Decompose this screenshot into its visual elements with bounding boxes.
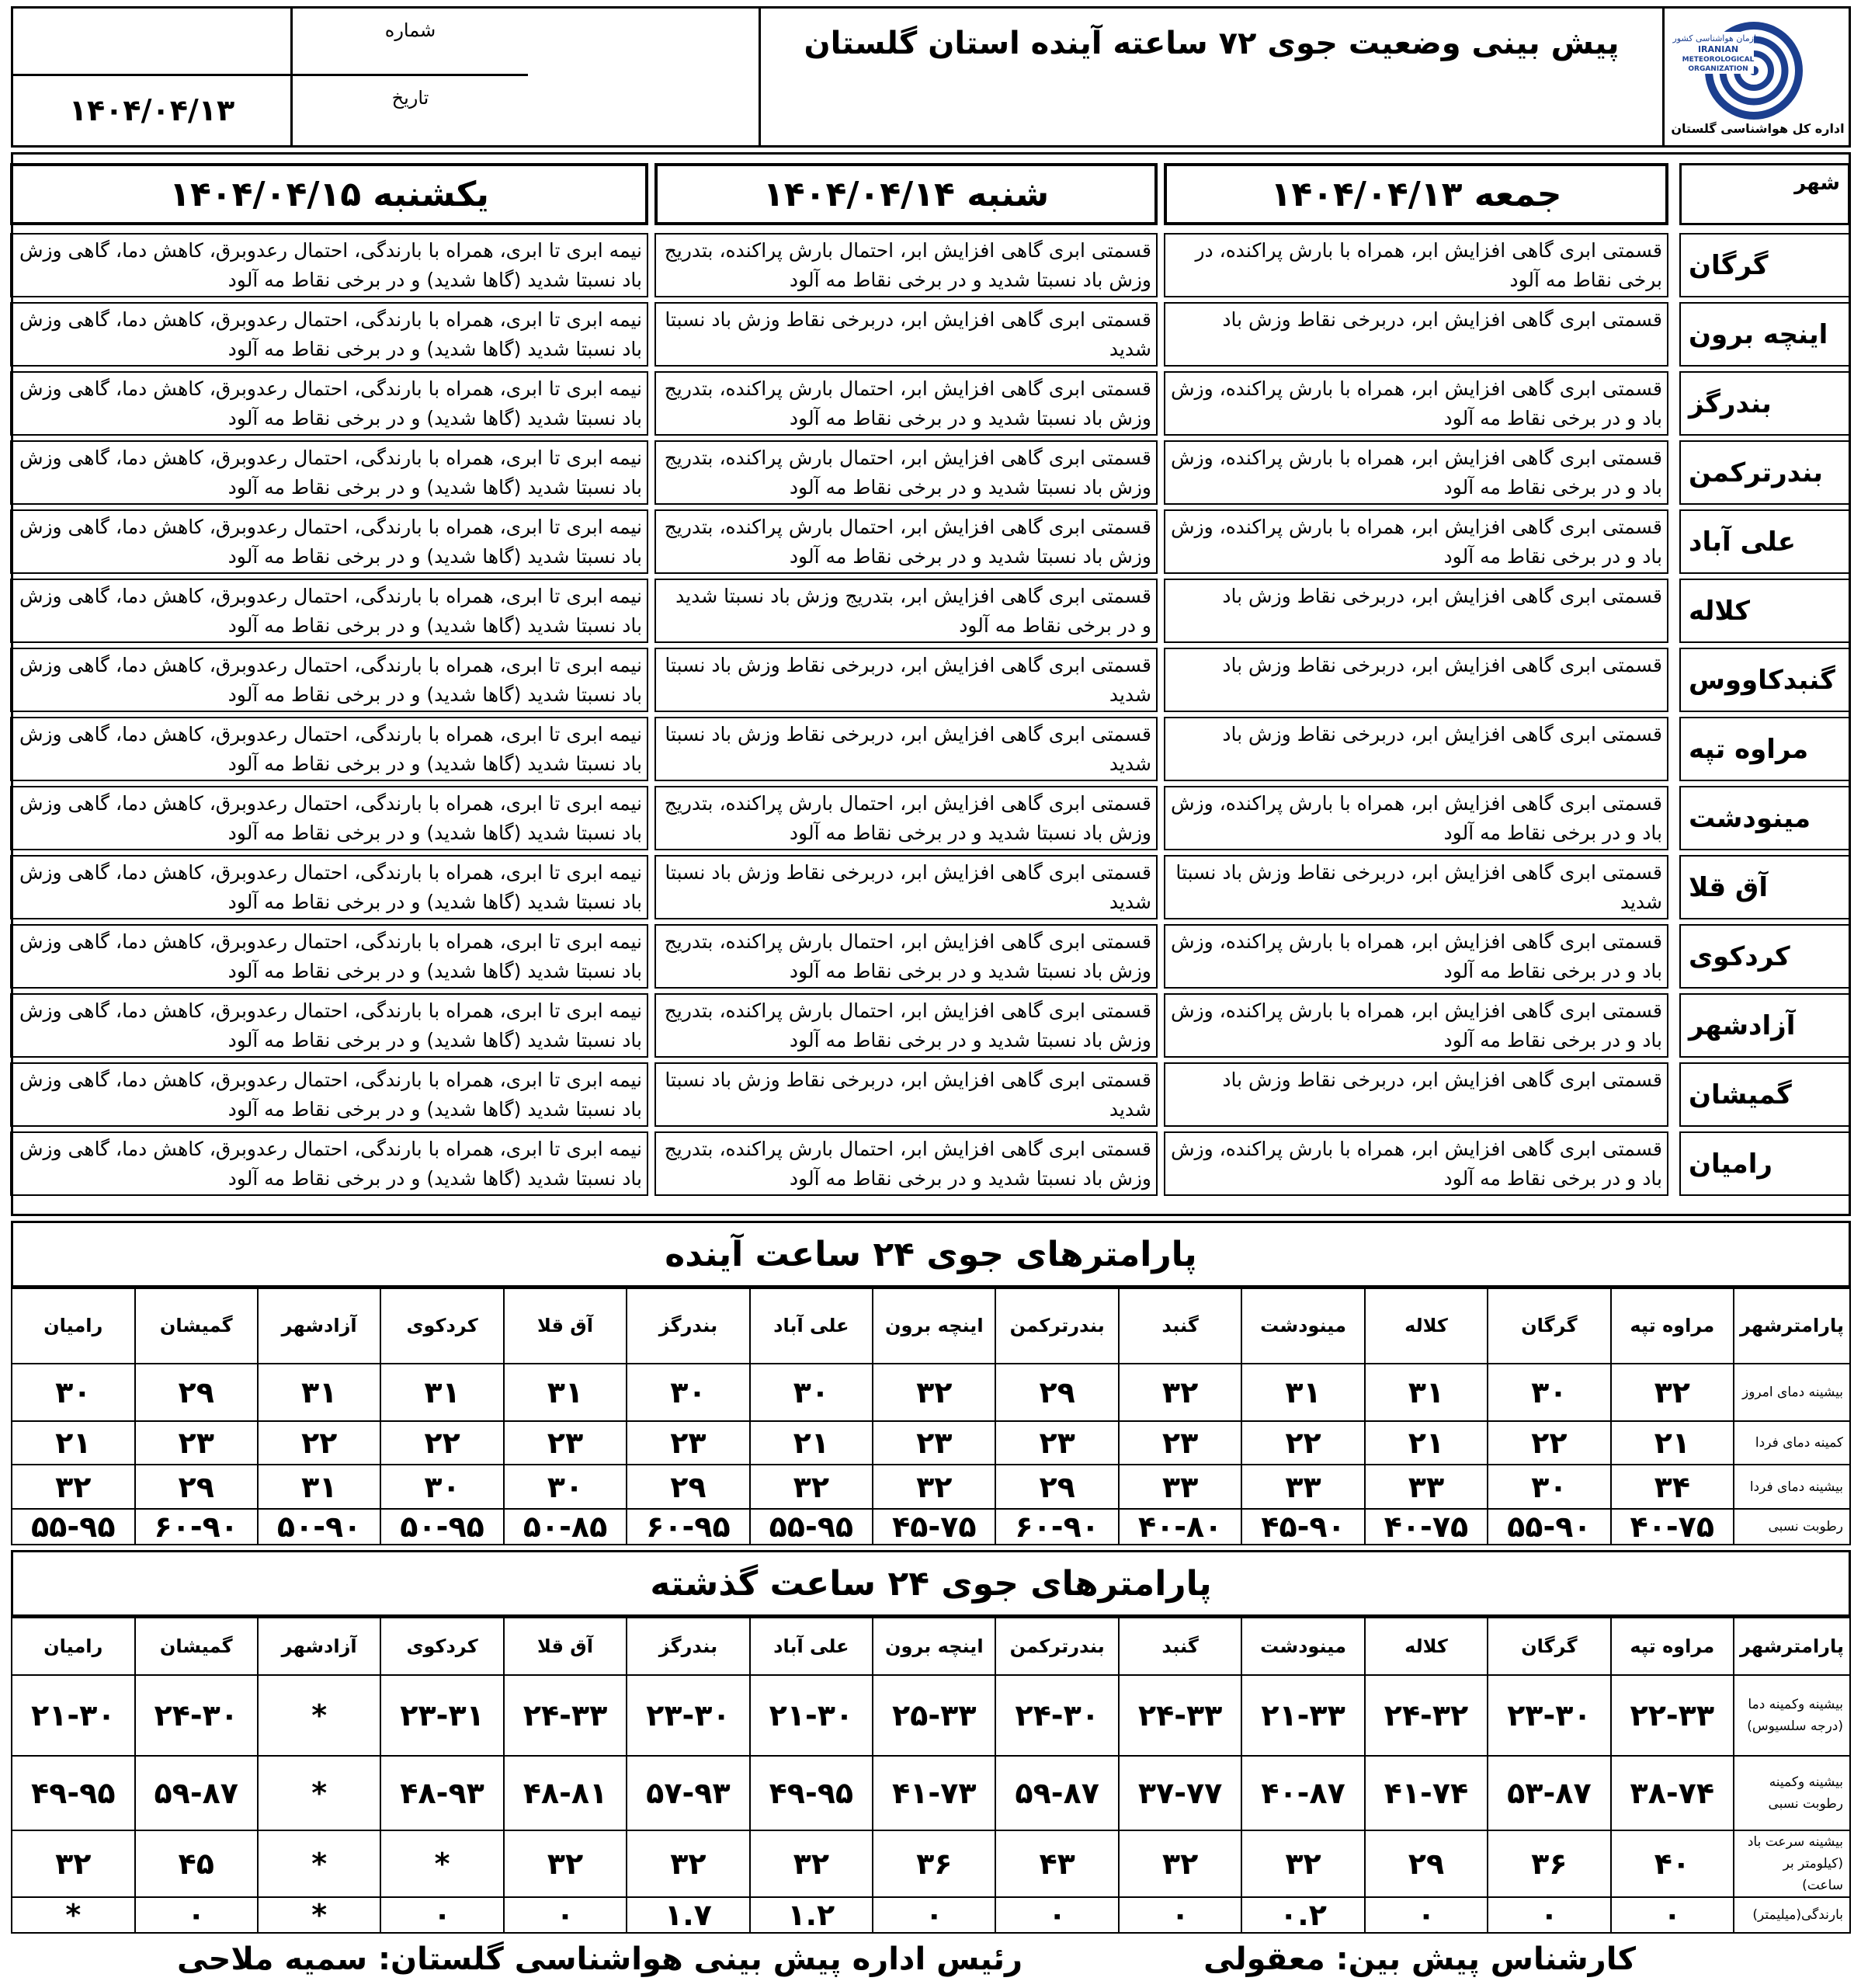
param-value: ۳۱ <box>504 1364 627 1421</box>
param-value: ۲۳ <box>135 1421 258 1465</box>
city-name: کردکوی <box>1679 924 1850 989</box>
date-value: ۱۴۰۴/۰۴/۱۳ <box>68 92 235 127</box>
param-value: * <box>258 1897 380 1933</box>
param-value: ۳۲ <box>750 1830 873 1897</box>
param-value: ۳۲ <box>12 1465 135 1508</box>
param-row <box>12 1465 1850 1508</box>
city-name: گنبدکاووس <box>1679 648 1850 712</box>
forecast-cell-day1: قسمتی ابری گاهی افزایش ابر، همراه با بارش پراکنده، وزش باد و در برخی نقاط مه آلود <box>1164 993 1668 1058</box>
param-city-header: آق قلا <box>504 1288 627 1364</box>
param-value: ۵۵-۹۵ <box>12 1509 135 1545</box>
forecast-cell-day1: قسمتی ابری گاهی افزایش ابر، همراه با بارش پراکنده، وزش باد و در برخی نقاط مه آلود <box>1164 371 1668 436</box>
forecast-cell-day2: قسمتی ابری گاهی افزایش ابر، احتمال بارش پراکنده، بتدریج وزش باد نسبتا شدید و در برخی نقاط مه آلود <box>654 786 1158 850</box>
param-value: ۳۲ <box>750 1465 873 1508</box>
param-value: ۶۰-۹۰ <box>995 1509 1118 1545</box>
forecast-cell-day2: قسمتی ابری گاهی افزایش ابر، دربرخی نقاط وزش باد نسبتا شدید <box>654 855 1158 919</box>
param-value: ۳۸-۷۴ <box>1611 1756 1734 1830</box>
param-city-header: کلاله <box>1365 1618 1488 1675</box>
param-value: ۵۳-۸۷ <box>1488 1756 1610 1830</box>
param-row-label: بیشینه دمای امروز <box>1734 1364 1850 1421</box>
param-value: ۰ <box>135 1897 258 1933</box>
city-name: گرگان <box>1679 233 1850 297</box>
forecast-cell-day3: نیمه ابری تا ابری، همراه با بارندگی، احتمال رعدوبرق، کاهش دما، گاهی وزش باد نسبتا شدید (گاها شدید) و در برخی نقاط مه آلود <box>10 440 648 505</box>
forecast-cell-day3: نیمه ابری تا ابری، همراه با بارندگی، احتمال رعدوبرق، کاهش دما، گاهی وزش باد نسبتا شدید (گاها شدید) و در برخی نقاط مه آلود <box>10 509 648 574</box>
param-value: ۳۰ <box>627 1364 749 1421</box>
param-value: * <box>12 1897 135 1933</box>
param-value: ۳۲ <box>1119 1830 1241 1897</box>
param-value: ۲۳ <box>504 1421 627 1465</box>
param-value: ۳۲ <box>1611 1364 1734 1421</box>
forecast-cell-day2: قسمتی ابری گاهی افزایش ابر، دربرخی نقاط وزش باد نسبتا شدید <box>654 717 1158 781</box>
param-value: ۴۰-۸۷ <box>1241 1756 1364 1830</box>
param-city-header: کلاله <box>1365 1288 1488 1364</box>
city-name: آزادشهر <box>1679 993 1850 1058</box>
param-value: ۶۰-۹۰ <box>135 1509 258 1545</box>
city-name: مینودشت <box>1679 786 1850 850</box>
forecast-cell-day3: نیمه ابری تا ابری، همراه با بارندگی، احتمال رعدوبرق، کاهش دما، گاهی وزش باد نسبتا شدید (گاها شدید) و در برخی نقاط مه آلود <box>10 924 648 989</box>
city-name: علی آباد <box>1679 509 1850 574</box>
city-name: کلاله <box>1679 579 1850 643</box>
param-value: ۲۲ <box>258 1421 380 1465</box>
forecast-cell-day1: قسمتی ابری گاهی افزایش ابر، دربرخی نقاط وزش باد <box>1164 717 1668 781</box>
param-value: ۲۵-۳۳ <box>873 1675 995 1756</box>
forecaster-signature: کارشناس پیش بین: معقولی <box>1203 1941 1636 1977</box>
param-value: ۳۲ <box>12 1830 135 1897</box>
forecast-cell-day3: نیمه ابری تا ابری، همراه با بارندگی، احتمال رعدوبرق، کاهش دما، گاهی وزش باد نسبتا شدید (گاها شدید) و در برخی نقاط مه آلود <box>10 1131 648 1196</box>
param-value: ۵۵-۹۵ <box>750 1509 873 1545</box>
city-name: مراوه تپه <box>1679 717 1850 781</box>
city-name: بندرگز <box>1679 371 1850 436</box>
param-value: ۴۰ <box>1611 1830 1734 1897</box>
param-value: ۴۰-۸۰ <box>1119 1509 1241 1545</box>
param-value: ۲۱ <box>750 1421 873 1465</box>
param-value: * <box>258 1675 380 1756</box>
param-row-label: بیشینه دمای فردا <box>1734 1465 1850 1508</box>
param-row <box>12 1830 1850 1897</box>
forecast-cell-day3: نیمه ابری تا ابری، همراه با بارندگی، احتمال رعدوبرق، کاهش دما، گاهی وزش باد نسبتا شدید (گاها شدید) و در برخی نقاط مه آلود <box>10 855 648 919</box>
param-value: ۳۷-۷۷ <box>1119 1756 1241 1830</box>
param-value: ۳۱ <box>258 1364 380 1421</box>
param-value: ۳۰ <box>1488 1364 1610 1421</box>
param-city-header: گنبد <box>1119 1288 1241 1364</box>
param-value: ۲۹ <box>627 1465 749 1508</box>
param-value: ۰ <box>504 1897 627 1933</box>
param-value: * <box>258 1756 380 1830</box>
param-value: ۳۳ <box>1241 1465 1364 1508</box>
param-value: ۳۲ <box>873 1364 995 1421</box>
number-value <box>13 9 290 76</box>
forecast-cell-day2: قسمتی ابری گاهی افزایش ابر، احتمال بارش پراکنده، بتدریج وزش باد نسبتا شدید و در برخی نقاط مه آلود <box>654 993 1158 1058</box>
forecast-cell-day1: قسمتی ابری گاهی افزایش ابر، دربرخی نقاط وزش باد <box>1164 1062 1668 1127</box>
param-value: ۳۶ <box>873 1830 995 1897</box>
meta-values <box>13 9 290 145</box>
param-city-header: کردکوی <box>380 1618 503 1675</box>
city-name: بندرترکمن <box>1679 440 1850 505</box>
forecast-cell-day1: قسمتی ابری گاهی افزایش ابر، دربرخی نقاط وزش باد <box>1164 648 1668 712</box>
param-value: ۲۱-۳۰ <box>750 1675 873 1756</box>
param-value: ۴۳ <box>995 1830 1118 1897</box>
param-value: ۵۰-۹۰ <box>258 1509 380 1545</box>
meteorological-organization-logo-icon <box>1667 9 1849 141</box>
param-value: ۲۲ <box>1488 1421 1610 1465</box>
param-value: ۴۵-۹۰ <box>1241 1509 1364 1545</box>
param-city-header: مراوه تپه <box>1611 1618 1734 1675</box>
param-value: ۵۰-۹۵ <box>380 1509 503 1545</box>
param-value: ۰ <box>1119 1897 1241 1933</box>
param-value: ۳۱ <box>380 1364 503 1421</box>
param-value: ۳۶ <box>1488 1830 1610 1897</box>
param-value: ۳۲ <box>1119 1364 1241 1421</box>
footer <box>0 1941 1861 1988</box>
param-row <box>12 1364 1850 1421</box>
param-value: ۴۰-۷۵ <box>1365 1509 1488 1545</box>
param-value: ۳۲ <box>1241 1830 1364 1897</box>
param-value: ۰ <box>1488 1897 1610 1933</box>
meta-labels <box>290 9 528 145</box>
param-value: ۳۲ <box>504 1830 627 1897</box>
param-city-header: علی آباد <box>750 1618 873 1675</box>
forecast-cell-day1: قسمتی ابری گاهی افزایش ابر، همراه با بارش پراکنده، وزش باد و در برخی نقاط مه آلود <box>1164 509 1668 574</box>
param-city-header: بندرگز <box>627 1288 749 1364</box>
param-value: ۳۱ <box>1241 1364 1364 1421</box>
param-value: ۲۱ <box>12 1421 135 1465</box>
param-city-header: رامیان <box>12 1618 135 1675</box>
param-value: ۲۴-۳۰ <box>135 1675 258 1756</box>
param-city-header: علی آباد <box>750 1288 873 1364</box>
param-value: ۴۰-۷۵ <box>1611 1509 1734 1545</box>
param-value: ۳۲ <box>627 1830 749 1897</box>
param-value: ۱.۲ <box>750 1897 873 1933</box>
param-value: ۲۱ <box>1365 1421 1488 1465</box>
param-value: ۰.۲ <box>1241 1897 1364 1933</box>
forecast-cell-day2: قسمتی ابری گاهی افزایش ابر، دربرخی نقاط وزش باد نسبتا شدید <box>654 302 1158 367</box>
param-value: ۲۹ <box>1365 1830 1488 1897</box>
param-row-label: رطوبت نسبی <box>1734 1509 1850 1545</box>
param-city-header: کردکوی <box>380 1288 503 1364</box>
date-label: تاریخ <box>391 87 429 109</box>
param-value: ۳۰ <box>750 1364 873 1421</box>
param-value: ۰ <box>1365 1897 1488 1933</box>
next24-title: پارامترهای جوی ۲۴ ساعت آینده <box>11 1221 1851 1288</box>
city-name: گمیشان <box>1679 1062 1850 1127</box>
city-name: آق قلا <box>1679 855 1850 919</box>
param-value: ۵۰-۸۵ <box>504 1509 627 1545</box>
param-value: ۴۵ <box>135 1830 258 1897</box>
param-value: ۲۲-۳۳ <box>1611 1675 1734 1756</box>
param-value: ۲۱-۳۳ <box>1241 1675 1364 1756</box>
head-signature: رئیس اداره پیش بینی هواشناسی گلستان: سمیه ملاحی <box>177 1941 1023 1977</box>
param-value: ۲۳-۳۱ <box>380 1675 503 1756</box>
param-row <box>12 1675 1850 1756</box>
param-corner-header: پارامترشهر <box>1734 1618 1850 1675</box>
param-value: ۳۳ <box>1365 1465 1488 1508</box>
forecast-cell-day3: نیمه ابری تا ابری، همراه با بارندگی، احتمال رعدوبرق، کاهش دما، گاهی وزش باد نسبتا شدید (گاها شدید) و در برخی نقاط مه آلود <box>10 1062 648 1127</box>
param-value: ۰ <box>380 1897 503 1933</box>
param-corner-header: پارامترشهر <box>1734 1288 1850 1364</box>
param-value: ۶۰-۹۵ <box>627 1509 749 1545</box>
param-value: ۳۰ <box>12 1364 135 1421</box>
param-value: ۳۳ <box>1119 1465 1241 1508</box>
forecast-cell-day1: قسمتی ابری گاهی افزایش ابر، همراه با بارش پراکنده، وزش باد و در برخی نقاط مه آلود <box>1164 786 1668 850</box>
param-city-header: آق قلا <box>504 1618 627 1675</box>
forecast-cell-day2: قسمتی ابری گاهی افزایش ابر، احتمال بارش پراکنده، بتدریج وزش باد نسبتا شدید و در برخی نقاط مه آلود <box>654 509 1158 574</box>
param-value: ۴۸-۹۳ <box>380 1756 503 1830</box>
forecast-cell-day3: نیمه ابری تا ابری، همراه با بارندگی، احتمال رعدوبرق، کاهش دما، گاهی وزش باد نسبتا شدید (گاها شدید) و در برخی نقاط مه آلود <box>10 579 648 643</box>
forecast-cell-day3: نیمه ابری تا ابری، همراه با بارندگی، احتمال رعدوبرق، کاهش دما، گاهی وزش باد نسبتا شدید (گاها شدید) و در برخی نقاط مه آلود <box>10 786 648 850</box>
logo-text-en2: METEOROLOGICAL <box>1682 56 1755 64</box>
param-value: ۰ <box>1611 1897 1734 1933</box>
param-value: ۴۸-۸۱ <box>504 1756 627 1830</box>
forecast-cell-day1: قسمتی ابری گاهی افزایش ابر، همراه با بارش پراکنده، وزش باد و در برخی نقاط مه آلود <box>1164 440 1668 505</box>
param-value: ۳۰ <box>1488 1465 1610 1508</box>
param-value: ۲۹ <box>135 1364 258 1421</box>
param-row-label: بارندگی(میلیمتر) <box>1734 1897 1850 1933</box>
forecast-cell-day3: نیمه ابری تا ابری، همراه با بارندگی، احتمال رعدوبرق، کاهش دما، گاهی وزش باد نسبتا شدید (گاها شدید) و در برخی نقاط مه آلود <box>10 993 648 1058</box>
param-value: ۳۲ <box>873 1465 995 1508</box>
param-value: ۲۳ <box>873 1421 995 1465</box>
param-value: ۲۲ <box>1241 1421 1364 1465</box>
param-row <box>12 1421 1850 1465</box>
param-value: ۲۳ <box>627 1421 749 1465</box>
param-row-label: بیشینه وکمینه دما (درجه سلسیوس) <box>1734 1675 1850 1756</box>
param-city-header: آزادشهر <box>258 1618 380 1675</box>
day-header-3: یکشنبه ۱۴۰۴/۰۴/۱۵ <box>10 163 648 225</box>
param-city-header: گنبد <box>1119 1618 1241 1675</box>
param-value: ۲۱-۳۰ <box>12 1675 135 1756</box>
forecast-cell-day2: قسمتی ابری گاهی افزایش ابر، دربرخی نقاط وزش باد نسبتا شدید <box>654 648 1158 712</box>
param-value: ۲۴-۳۳ <box>504 1675 627 1756</box>
forecast-cell-day2: قسمتی ابری گاهی افزایش ابر، احتمال بارش پراکنده، بتدریج وزش باد نسبتا شدید و در برخی نقاط مه آلود <box>654 371 1158 436</box>
forecast-cell-day1: قسمتی ابری گاهی افزایش ابر، همراه با بارش پراکنده، در برخی نقاط مه آلود <box>1164 233 1668 297</box>
param-value: ۲۴-۳۰ <box>995 1675 1118 1756</box>
number-label: شماره <box>293 9 528 76</box>
param-value: ۵۹-۸۷ <box>135 1756 258 1830</box>
param-value: ۲۹ <box>995 1364 1118 1421</box>
forecast-cell-day1: قسمتی ابری گاهی افزایش ابر، همراه با بارش پراکنده، وزش باد و در برخی نقاط مه آلود <box>1164 1131 1668 1196</box>
param-city-header: مینودشت <box>1241 1618 1364 1675</box>
param-row <box>12 1897 1850 1933</box>
param-value: ۴۱-۷۴ <box>1365 1756 1488 1830</box>
forecast-cell-day1: قسمتی ابری گاهی افزایش ابر، دربرخی نقاط وزش باد <box>1164 579 1668 643</box>
forecast-cell-day1: قسمتی ابری گاهی افزایش ابر، همراه با بارش پراکنده، وزش باد و در برخی نقاط مه آلود <box>1164 924 1668 989</box>
param-value: ۲۳ <box>1119 1421 1241 1465</box>
param-value: ۲۴-۳۳ <box>1119 1675 1241 1756</box>
param-value: ۵۷-۹۳ <box>627 1756 749 1830</box>
param-city-header: رامیان <box>12 1288 135 1364</box>
param-city-header: گمیشان <box>135 1618 258 1675</box>
param-city-header: مینودشت <box>1241 1288 1364 1364</box>
forecast-cell-day3: نیمه ابری تا ابری، همراه با بارندگی، احتمال رعدوبرق، کاهش دما، گاهی وزش باد نسبتا شدید (گاها شدید) و در برخی نقاط مه آلود <box>10 717 648 781</box>
param-value: ۵۹-۸۷ <box>995 1756 1118 1830</box>
forecast-cell-day2: قسمتی ابری گاهی افزایش ابر، احتمال بارش پراکنده، بتدریج وزش باد نسبتا شدید و در برخی نقاط مه آلود <box>654 924 1158 989</box>
param-city-header: گرگان <box>1488 1618 1610 1675</box>
param-value: ۳۰ <box>504 1465 627 1508</box>
param-value: ۴۹-۹۵ <box>12 1756 135 1830</box>
param-row-label: کمینه دمای فردا <box>1734 1421 1850 1465</box>
param-value: * <box>258 1830 380 1897</box>
param-city-header: آزادشهر <box>258 1288 380 1364</box>
forecast-cell-day3: نیمه ابری تا ابری، همراه با بارندگی، احتمال رعدوبرق، کاهش دما، گاهی وزش باد نسبتا شدید (گاها شدید) و در برخی نقاط مه آلود <box>10 233 648 297</box>
param-value: ۰ <box>995 1897 1118 1933</box>
forecast-cell-day1: قسمتی ابری گاهی افزایش ابر، دربرخی نقاط وزش باد نسبتا شدید <box>1164 855 1668 919</box>
param-city-header: بندرگز <box>627 1618 749 1675</box>
param-city-header: بندرترکمن <box>995 1618 1118 1675</box>
param-value: ۲۹ <box>995 1465 1118 1508</box>
param-value: ۴۹-۹۵ <box>750 1756 873 1830</box>
forecast-cell-day2: قسمتی ابری گاهی افزایش ابر، احتمال بارش پراکنده، بتدریج وزش باد نسبتا شدید و در برخی نقاط مه آلود <box>654 440 1158 505</box>
param-value: ۳۰ <box>380 1465 503 1508</box>
param-value: ۴۵-۷۵ <box>873 1509 995 1545</box>
forecast-cell-day2: قسمتی ابری گاهی افزایش ابر، احتمال بارش پراکنده، بتدریج وزش باد نسبتا شدید و در برخی نقاط مه آلود <box>654 1131 1158 1196</box>
past24-table <box>11 1617 1851 1934</box>
param-row <box>12 1756 1850 1830</box>
logo-text-fa: سازمان هواشناسی کشور <box>1672 33 1764 43</box>
param-value: ۲۱ <box>1611 1421 1734 1465</box>
day-header-2: شنبه ۱۴۰۴/۰۴/۱۴ <box>654 163 1158 225</box>
param-city-header: مراوه تپه <box>1611 1288 1734 1364</box>
page-title: پیش بینی وضعیت جوی ۷۲ ساعته آینده استان گلستان <box>759 9 1662 145</box>
header <box>11 6 1851 148</box>
param-value: ۲۳-۳۰ <box>1488 1675 1610 1756</box>
logo-text-en1: IRANIAN <box>1697 44 1739 54</box>
param-value: ۵۵-۹۰ <box>1488 1509 1610 1545</box>
param-city-header: گمیشان <box>135 1288 258 1364</box>
param-value: ۲۳-۳۰ <box>627 1675 749 1756</box>
param-row-label: بیشینه وکمینه رطوبت نسبی <box>1734 1756 1850 1830</box>
forecast-cell-day2: قسمتی ابری گاهی افزایش ابر، بتدریج وزش باد نسبتا شدید و در برخی نقاط مه آلود <box>654 579 1158 643</box>
param-value: ۲۳ <box>995 1421 1118 1465</box>
param-value: ۲۹ <box>135 1465 258 1508</box>
param-value: ۰ <box>873 1897 995 1933</box>
next24-table <box>11 1288 1851 1545</box>
forecast-cell-day2: قسمتی ابری گاهی افزایش ابر، دربرخی نقاط وزش باد نسبتا شدید <box>654 1062 1158 1127</box>
param-city-header: اینچه برون <box>873 1288 995 1364</box>
param-city-header: اینچه برون <box>873 1618 995 1675</box>
city-name: اینچه برون <box>1679 302 1850 367</box>
city-name: رامیان <box>1679 1131 1850 1196</box>
param-city-header: گرگان <box>1488 1288 1610 1364</box>
forecast-cell-day3: نیمه ابری تا ابری، همراه با بارندگی، احتمال رعدوبرق، کاهش دما، گاهی وزش باد نسبتا شدید (گاها شدید) و در برخی نقاط مه آلود <box>10 648 648 712</box>
logo <box>1662 9 1849 145</box>
logo-text-en3: ORGANIZATION <box>1688 65 1748 73</box>
param-value: ۳۴ <box>1611 1465 1734 1508</box>
param-row-label: بیشینه سرعت باد (کیلومتر بر ساعت) <box>1734 1830 1850 1897</box>
day-header-1: جمعه ۱۴۰۴/۰۴/۱۳ <box>1164 163 1668 225</box>
param-value: ۲۴-۳۲ <box>1365 1675 1488 1756</box>
city-column-header: شهر <box>1679 163 1850 225</box>
param-value: ۳۱ <box>1365 1364 1488 1421</box>
param-value: ۳۱ <box>258 1465 380 1508</box>
param-value: * <box>380 1830 503 1897</box>
param-value: ۴۱-۷۳ <box>873 1756 995 1830</box>
logo-caption: اداره کل هواشناسی گلستان <box>1671 121 1845 136</box>
past24-title: پارامترهای جوی ۲۴ ساعت گذشته <box>11 1550 1851 1617</box>
forecast-cell-day3: نیمه ابری تا ابری، همراه با بارندگی، احتمال رعدوبرق، کاهش دما، گاهی وزش باد نسبتا شدید (گاها شدید) و در برخی نقاط مه آلود <box>10 371 648 436</box>
param-value: ۱.۷ <box>627 1897 749 1933</box>
param-city-header: بندرترکمن <box>995 1288 1118 1364</box>
param-value: ۲۲ <box>380 1421 503 1465</box>
param-row <box>12 1509 1850 1545</box>
forecast-cell-day1: قسمتی ابری گاهی افزایش ابر، دربرخی نقاط وزش باد <box>1164 302 1668 367</box>
forecast-cell-day2: قسمتی ابری گاهی افزایش ابر، احتمال بارش پراکنده، بتدریج وزش باد نسبتا شدید و در برخی نقاط مه آلود <box>654 233 1158 297</box>
forecast-cell-day3: نیمه ابری تا ابری، همراه با بارندگی، احتمال رعدوبرق، کاهش دما، گاهی وزش باد نسبتا شدید (گاها شدید) و در برخی نقاط مه آلود <box>10 302 648 367</box>
